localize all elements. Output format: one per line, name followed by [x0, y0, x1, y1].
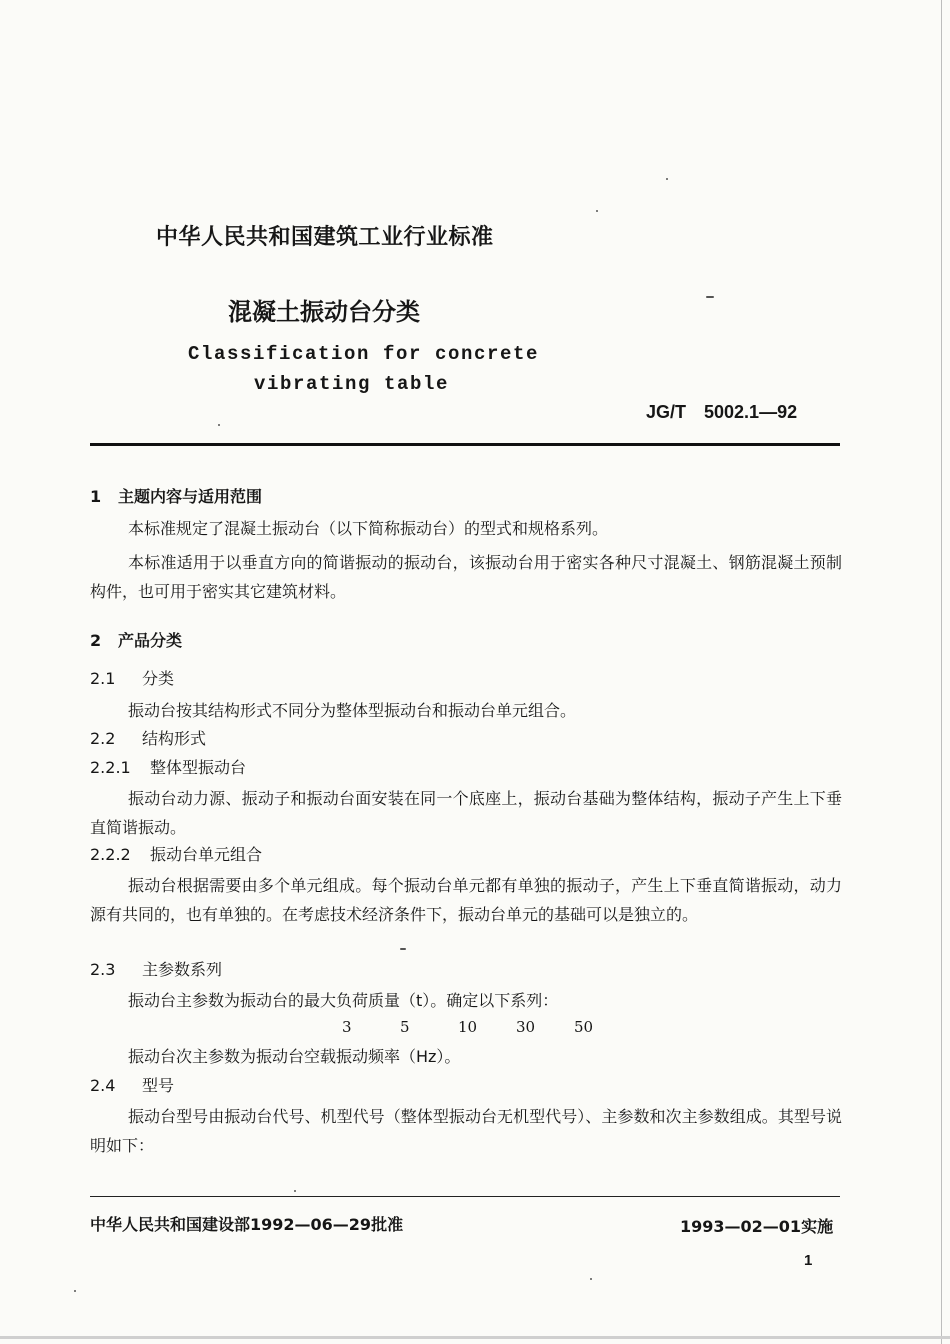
series-value: 30 — [516, 1018, 536, 1036]
standard-prefix: JG/T — [646, 402, 687, 422]
section-number: 2.2.1 — [90, 758, 131, 777]
section-title: 型号 — [142, 1076, 175, 1095]
series-value: 50 — [574, 1018, 594, 1036]
section-2-3-paragraph-1: 振动台主参数为振动台的最大负荷质量（t）。确定以下系列： — [128, 991, 559, 1010]
section-2-1-paragraph: 振动台按其结构形式不同分为整体型振动台和振动台单元组合。 — [128, 701, 577, 720]
section-2-1-heading — [90, 666, 174, 689]
section-title: 主题内容与适用范围 — [118, 487, 263, 506]
scan-speck — [666, 178, 668, 180]
section-title: 主参数系列 — [142, 960, 223, 979]
section-title: 结构形式 — [142, 729, 207, 748]
section-title: 分类 — [142, 669, 175, 688]
page-number: 1 — [804, 1252, 813, 1269]
scan-speck — [400, 948, 406, 950]
series-value: 5 — [400, 1018, 410, 1036]
main-parameter-series — [342, 1017, 632, 1036]
issuing-body-heading: 中华人民共和国建筑工业行业标准 — [156, 225, 494, 250]
series-value: 10 — [458, 1018, 478, 1036]
footer-divider — [90, 1196, 840, 1197]
section-number: 2.2 — [90, 729, 116, 748]
section-number: 2.2.2 — [90, 845, 131, 864]
approval-note: 中华人民共和国建设部1992—06—29批准 — [90, 1215, 404, 1234]
section-number: 2 — [90, 631, 102, 650]
section-2-heading — [90, 628, 182, 651]
scan-bottom-line — [0, 1336, 950, 1339]
effective-date-note: 1993—02—01实施 — [680, 1217, 834, 1236]
section-title: 整体型振动台 — [150, 758, 247, 777]
section-1-paragraph-1: 本标准规定了混凝土振动台（以下简称振动台）的型式和规格系列。 — [128, 519, 609, 538]
section-2-2-2-paragraph: 振动台根据需要由多个单元组成。每个振动台单元都有单独的振动子，产生上下垂直简谐振动，动力源有共同的，也有单独的。在考虑技术经济条件下，振动台单元的基础可以是独立的。 — [90, 876, 842, 924]
standard-code — [646, 402, 797, 423]
document-title-chinese: 混凝土振动台分类 — [228, 298, 420, 326]
standard-number: 5002.1—92 — [704, 402, 798, 422]
section-2-2-2-heading — [90, 842, 262, 865]
section-2-2-1-heading — [90, 755, 246, 778]
scan-speck — [74, 1290, 76, 1292]
scan-edge-line — [941, 0, 942, 1344]
scan-speck — [218, 424, 220, 426]
section-number: 1 — [90, 487, 102, 506]
document-title-english-line2: vibrating table — [254, 373, 450, 395]
series-value: 3 — [342, 1018, 352, 1036]
section-2-2-1-paragraph: 振动台动力源、振动子和振动台面安装在同一个底座上，振动台基础为整体结构，振动子产生上下垂直简谐振动。 — [90, 789, 842, 837]
section-2-4-heading — [90, 1073, 174, 1096]
header-divider — [90, 443, 840, 446]
scan-speck — [706, 296, 714, 298]
section-1-heading — [90, 484, 262, 507]
section-number: 2.4 — [90, 1076, 116, 1095]
scan-speck — [294, 1190, 296, 1192]
scan-speck — [596, 210, 598, 212]
section-title: 产品分类 — [118, 631, 183, 650]
section-2-3-heading — [90, 957, 222, 980]
section-2-2-heading — [90, 726, 206, 749]
section-number: 2.3 — [90, 960, 116, 979]
section-1-paragraph-2: 本标准适用于以垂直方向的简谐振动的振动台，该振动台用于密实各种尺寸混凝土、钢筋混凝土预制构件，也可用于密实其它建筑材料。 — [90, 553, 842, 601]
section-2-3-paragraph-2: 振动台次主参数为振动台空载振动频率（Hz）。 — [128, 1047, 461, 1066]
section-number: 2.1 — [90, 669, 116, 688]
scan-speck — [590, 1278, 592, 1280]
section-2-4-paragraph: 振动台型号由振动台代号、机型代号（整体型振动台无机型代号）、主参数和次主参数组成。其型号说明如下： — [90, 1107, 842, 1155]
document-title-english-line1: Classification for concrete — [188, 343, 540, 365]
section-title: 振动台单元组合 — [150, 845, 263, 864]
